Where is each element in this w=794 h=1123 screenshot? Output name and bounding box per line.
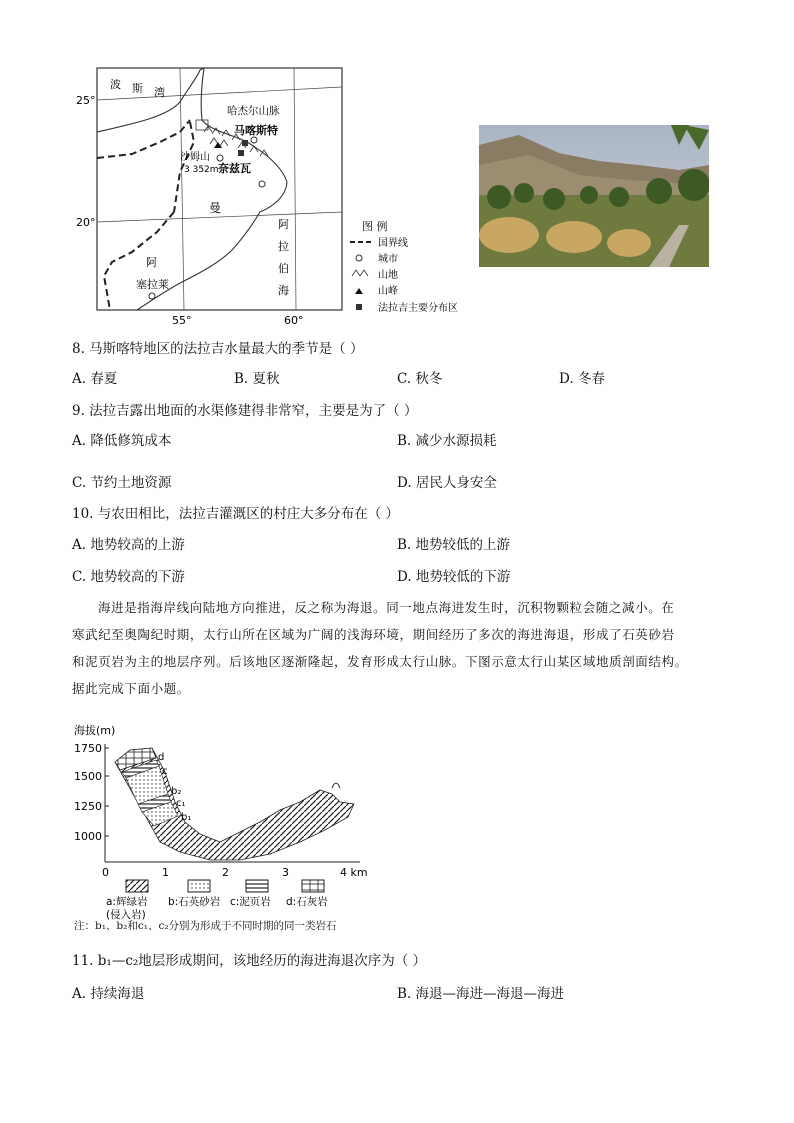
falaj-photo [479, 125, 709, 267]
legend-border: 国界线 [378, 238, 408, 249]
legend-peak: 山峰 [378, 286, 398, 297]
mountain-label: 哈杰尔山脉 [227, 105, 280, 117]
passage-line: 寒武纪至奥陶纪时期，太行山所在区域为广阔的浅海环境，期间经历了多次的海进海退，形成了石英砂岩 [72, 627, 675, 642]
gulf-label-2: 斯 [132, 82, 143, 95]
lat-20: 20° [76, 216, 96, 229]
q11-option-a[interactable]: A. 持续海退 [72, 986, 145, 1002]
y-tick-1000: 1000 [74, 830, 102, 843]
legend-falaj: 法拉吉主要分布区 [378, 303, 458, 314]
y-tick-1750: 1750 [74, 742, 102, 755]
legend-mountain: 山地 [378, 270, 398, 281]
lon-55: 55° [172, 314, 192, 324]
layer-c1-label: c₁ [176, 798, 186, 809]
x-tick-2: 2 [222, 866, 229, 879]
legend-city: 城市 [378, 254, 398, 265]
legend-sandstone: b:石英砂岩 [168, 896, 221, 908]
lon-60: 60° [284, 314, 304, 324]
q10-option-b[interactable]: B. 地势较低的上游 [397, 537, 511, 553]
sea-label-1: 阿 [278, 218, 289, 231]
y-tick-1250: 1250 [74, 800, 102, 813]
passage-line: 和泥页岩为主的地层序列。后该地区逐渐隆起，发育形成太行山脉。下图示意太行山某区域地质剖面结构。 [72, 654, 688, 669]
q8-option-b[interactable]: B. 夏秋 [234, 371, 280, 387]
y-tick-1500: 1500 [74, 770, 102, 783]
x-tick-1: 1 [162, 866, 169, 879]
geologic-profile [70, 722, 390, 932]
question-11-stem: 11. b₁—c₂地层形成期间，该地经历的海进海退次序为（ ） [72, 953, 427, 969]
sea-label-3: 伯 [278, 262, 289, 275]
lat-25: 25° [76, 94, 96, 107]
q9-option-d[interactable]: D. 居民人身安全 [397, 475, 497, 491]
salalah-label-2: 塞拉莱 [136, 278, 169, 291]
legend-diabase: a:辉绿岩 [106, 896, 148, 908]
question-9-stem: 9. 法拉吉露出地面的水渠修建得非常窄，主要是为了（ ） [72, 403, 418, 419]
layer-b1-label: b₁ [181, 812, 192, 823]
legend-title: 图 例 [362, 220, 388, 233]
oman-map [72, 62, 492, 324]
passage-line: 海进是指海岸线向陆地方向推进，反之称为海退。同一地点海进发生时，沉积物颗粒会随之减小。在 [98, 600, 675, 615]
passage-line: 据此完成下面小题。 [72, 681, 190, 696]
q10-option-a[interactable]: A. 地势较高的上游 [72, 537, 185, 553]
question-10-stem: 10. 与农田相比，法拉吉灌溉区的村庄大多分布在（ ） [72, 506, 400, 522]
q10-option-d[interactable]: D. 地势较低的下游 [397, 569, 511, 585]
layer-c-label: c [162, 766, 168, 777]
layer-b2-label: b₂ [171, 786, 182, 797]
q11-option-b[interactable]: B. 海退—海进—海退—海进 [397, 986, 565, 1002]
x-tick-0: 0 [102, 866, 109, 879]
question-8-stem: 8. 马斯喀特地区的法拉吉水量最大的季节是（ ） [72, 341, 364, 357]
sea-label-4: 海 [278, 284, 289, 297]
q9-option-b[interactable]: B. 减少水源损耗 [397, 433, 497, 449]
salalah-label-1: 阿 [146, 256, 157, 269]
q9-option-c[interactable]: C. 节约土地资源 [72, 475, 172, 491]
legend-intrusive: (侵入岩) [106, 909, 146, 921]
profile-note: 注：b₁、b₂和c₁、c₂分别为形成于不同时期的同一类岩石 [74, 920, 337, 932]
profile-y-title: 海拔(m) [74, 724, 116, 737]
q8-option-a[interactable]: A. 春夏 [72, 371, 118, 387]
gulf-label-3: 湾 [154, 86, 165, 99]
oman-label: 曼 [209, 201, 222, 215]
legend-limestone: d:石灰岩 [286, 896, 328, 908]
layer-d-label: d [158, 752, 165, 763]
x-tick-3: 3 [282, 866, 289, 879]
q8-option-d[interactable]: D. 冬春 [559, 371, 605, 387]
q8-option-c[interactable]: C. 秋冬 [397, 371, 443, 387]
passage [72, 594, 724, 702]
peak-label: 沙姆山 [180, 152, 210, 163]
peak-elev: 3 352m [184, 165, 219, 175]
city-nizwa-label: 奈兹瓦 [218, 162, 251, 175]
legend-shale: c:泥页岩 [230, 896, 271, 908]
gulf-label-1: 波 [110, 78, 121, 91]
q9-option-a[interactable]: A. 降低修筑成本 [72, 433, 172, 449]
sea-label-2: 拉 [278, 240, 289, 253]
q10-option-c[interactable]: C. 地势较高的下游 [72, 569, 185, 585]
city-muscat-label: 马喀斯特 [234, 124, 278, 137]
map-legend [350, 219, 458, 314]
x-tick-4: 4 km [340, 866, 368, 879]
